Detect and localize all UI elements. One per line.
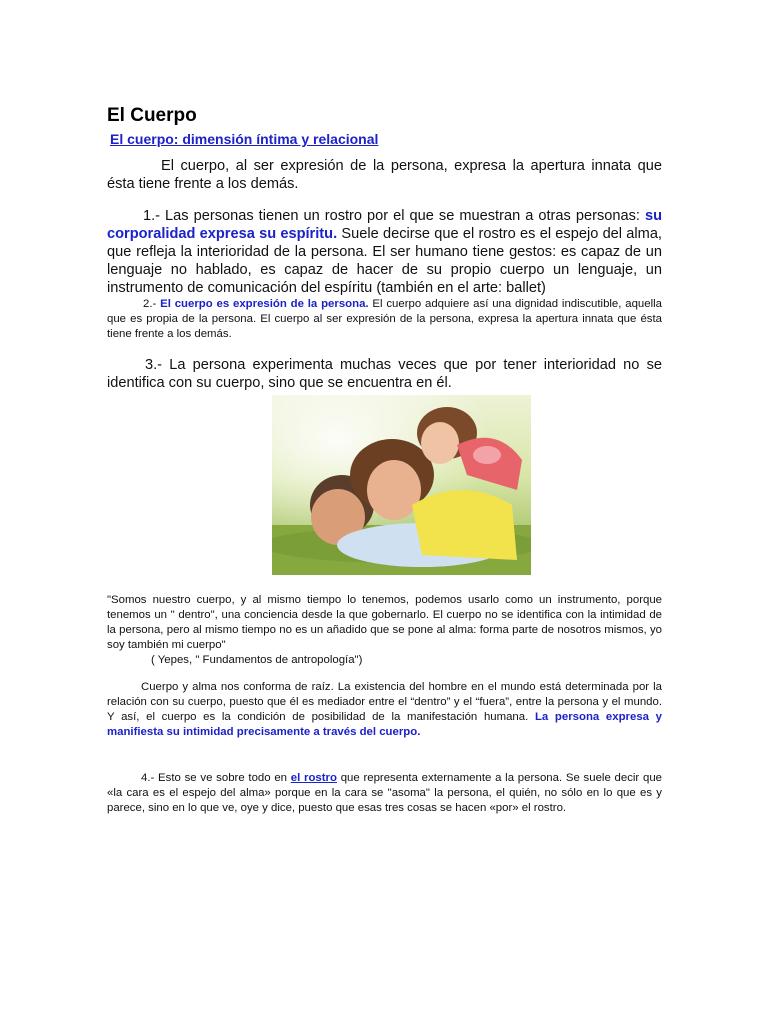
quote-source: ( Yepes, " Fundamentos de antropología") — [151, 654, 363, 666]
family-photo — [272, 395, 531, 575]
point-1-paragraph — [107, 207, 662, 297]
point-3-paragraph: 3.- La persona experimenta muchas veces que por tener interioridad no se identifica con su cuerpo, sino que se encuentra en él. — [107, 357, 662, 391]
point-1-lead: 1.- Las personas tienen un rostro por el que se muestran a otras personas: — [143, 208, 645, 224]
page-title: El Cuerpo — [107, 105, 197, 126]
point-2-emphasis: El cuerpo es expresión de la persona. — [160, 298, 369, 310]
point-2-rest: El cuerpo adquiere así una dignidad indiscutible, aquella que es propia de la persona. El cuerpo al ser expresión de la persona, expresa la apertura innata que ésta tiene frente a los demás. — [107, 298, 662, 340]
point-4-paragraph — [107, 771, 662, 816]
point-2-paragraph — [107, 297, 662, 342]
point-1-rest: Suele decirse que el rostro es el espejo del alma, que refleja la interioridad de la persona. El ser humano tiene gestos: es capaz de un lenguaje no hablado, es capaz de hacer de su propio cuerpo un lenguaje, un instrumento de comunicación del espíritu (también en el arte: ballet) — [107, 226, 662, 296]
quote-block — [107, 593, 662, 668]
document-page — [107, 104, 662, 816]
point-1-emphasis: su corporalidad expresa su espíritu. — [107, 208, 662, 242]
subtitle-link[interactable]: El cuerpo: dimensión íntima y relacional — [110, 131, 379, 147]
quote-text: "Somos nuestro cuerpo, y al mismo tiempo lo tenemos, podemos usarlo como un instrumento, porque tenemos un " dentro", una conciencia desde la que gobernarlo. El cuerpo no se identifica con la intimidad de la persona, pero al mismo tiempo no es un añadido que se pone al alma: forma parte de nosotros mismos, yo soy también mi cuerpo" — [107, 594, 662, 651]
rostro-link[interactable]: el rostro — [290, 772, 337, 784]
paragraph-5-text: Cuerpo y alma nos conforma de raíz. La existencia del hombre en el mundo está determinada por la relación con su cuerpo, puesto que él es mediador entre el “dentro” y el “fuera”, entre la persona y el mundo. Y así, el cuerpo es la condición de posibilidad de la manifestación humana. — [107, 681, 662, 723]
point-4-rest: que representa externamente a la persona. Se suele decir que «la cara es el espejo del alma» porque en la cara se "asoma" la persona, el quién, no sólo en lo que es y parece, sino en lo que ve, oye y dice, puesto que esas tres cosas se hacen «por» el rostro. — [107, 772, 662, 814]
point-2-lead: 2.- — [143, 298, 161, 310]
paragraph-5 — [107, 680, 662, 740]
intro-paragraph: El cuerpo, al ser expresión de la persona, expresa la apertura innata que ésta tiene frente a los demás. — [107, 158, 662, 192]
point-4-lead: 4.- Esto se ve sobre todo en — [141, 772, 291, 784]
paragraph-5-emphasis: La persona expresa y manifiesta su intimidad precisamente a través del cuerpo. — [107, 711, 662, 738]
